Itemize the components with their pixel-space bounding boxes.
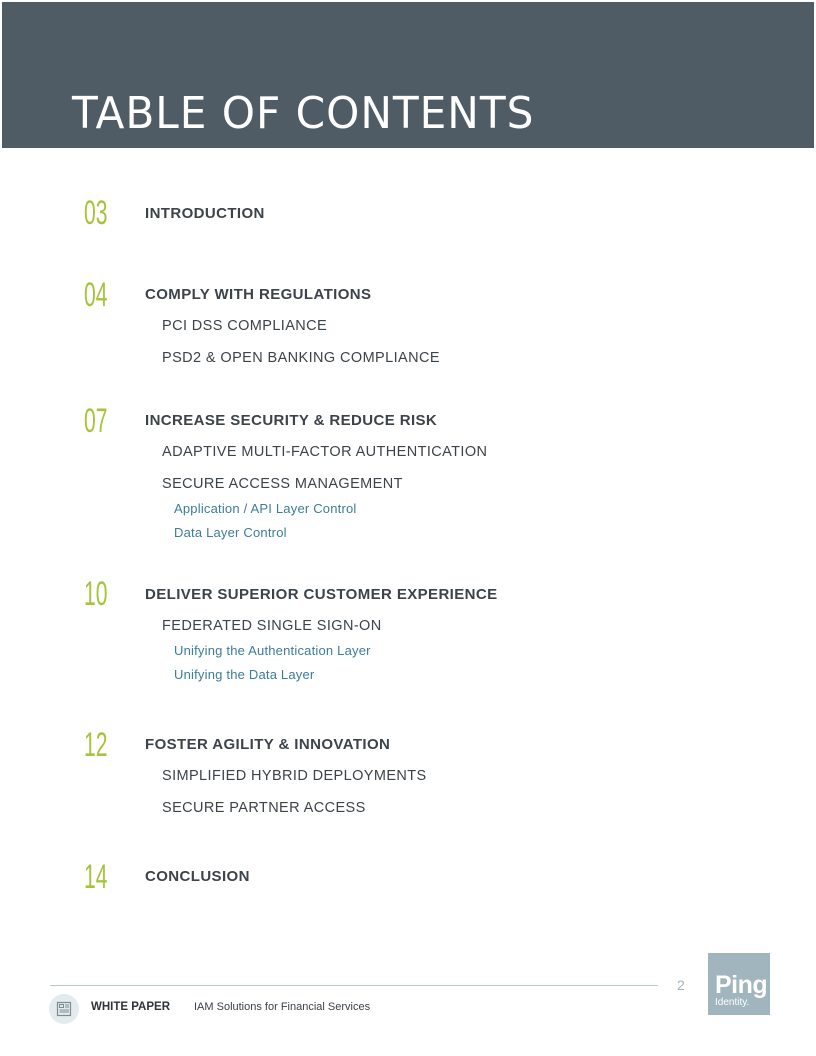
- toc-section-link[interactable]: COMPLY WITH REGULATIONS: [145, 286, 372, 303]
- logo-subtext: Identity.: [715, 997, 750, 1008]
- toc-subsection-link[interactable]: SIMPLIFIED HYBRID DEPLOYMENTS: [162, 768, 427, 784]
- toc-subsection-link[interactable]: ADAPTIVE MULTI-FACTOR AUTHENTICATION: [162, 444, 488, 460]
- document-title: IAM Solutions for Financial Services: [194, 1001, 371, 1013]
- toc-page-number: 03: [84, 194, 108, 232]
- toc-subsection-link[interactable]: PCI DSS COMPLIANCE: [162, 318, 328, 334]
- toc-subsubsection-link[interactable]: Application / API Layer Control: [174, 501, 357, 516]
- toc-page-number: 10: [84, 575, 108, 613]
- toc-subsubsection-link[interactable]: Unifying the Data Layer: [174, 667, 315, 682]
- toc-section-link[interactable]: INTRODUCTION: [145, 205, 265, 222]
- document-icon: [49, 994, 79, 1024]
- toc-page-number: 12: [84, 726, 108, 764]
- ping-identity-logo: [708, 953, 770, 1015]
- page-number: 2: [677, 977, 685, 993]
- toc-page-number: 07: [84, 402, 108, 440]
- toc-subsection-link[interactable]: FEDERATED SINGLE SIGN-ON: [162, 618, 382, 634]
- logo-text: Ping: [715, 971, 768, 999]
- toc-section-link[interactable]: INCREASE SECURITY & REDUCE RISK: [145, 412, 438, 429]
- toc-section-link[interactable]: DELIVER SUPERIOR CUSTOMER EXPERIENCE: [145, 586, 498, 603]
- toc-section-link[interactable]: CONCLUSION: [145, 868, 250, 885]
- toc-subsubsection-link[interactable]: Data Layer Control: [174, 525, 287, 540]
- page-title: TABLE OF CONTENTS: [72, 88, 535, 139]
- document-type: WHITE PAPER: [91, 1001, 171, 1013]
- toc-page-number: 14: [84, 858, 108, 896]
- toc-section-link[interactable]: FOSTER AGILITY & INNOVATION: [145, 736, 391, 753]
- toc-subsubsection-link[interactable]: Unifying the Authentication Layer: [174, 643, 371, 658]
- toc-subsection-link[interactable]: SECURE PARTNER ACCESS: [162, 800, 366, 816]
- toc-subsection-link[interactable]: PSD2 & OPEN BANKING COMPLIANCE: [162, 350, 440, 366]
- footer-divider: [50, 985, 658, 986]
- header-banner: [2, 2, 814, 148]
- toc-page-number: 04: [84, 276, 108, 314]
- toc-subsection-link[interactable]: SECURE ACCESS MANAGEMENT: [162, 476, 403, 492]
